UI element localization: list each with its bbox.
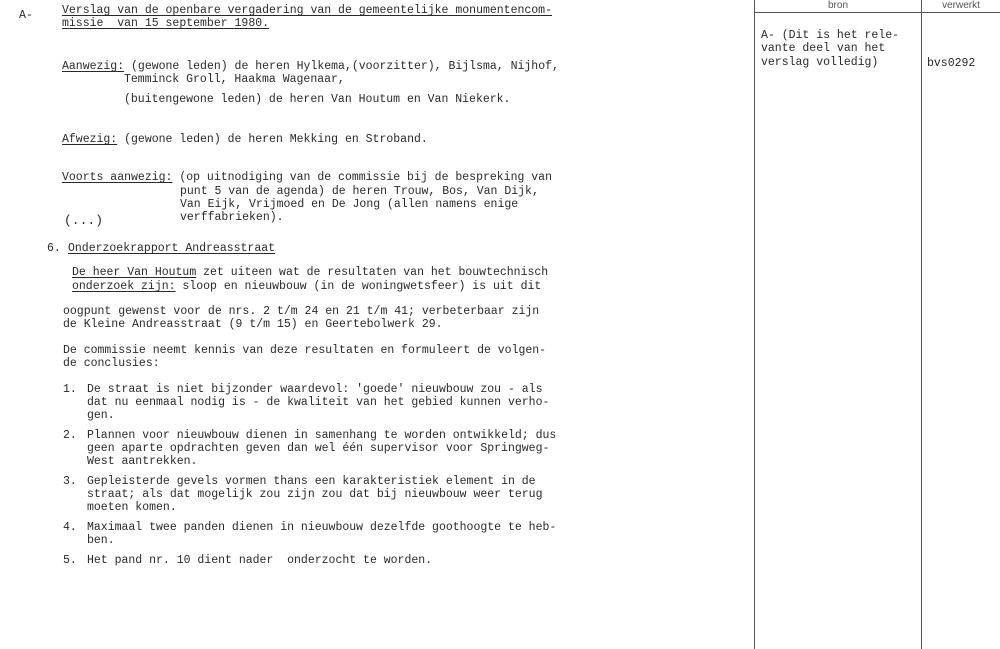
title-line-1: Verslag van de openbare vergadering van de gemeentelijke monumentencom- xyxy=(62,4,552,17)
section-6-number: 6. xyxy=(47,242,61,255)
title-line-2: missie van 15 september 1980. xyxy=(62,17,270,30)
conclusion-2-num: 2. xyxy=(63,429,77,442)
conclusion-2-line-3: West aantrekken. xyxy=(87,455,198,468)
para1-line-2 xyxy=(72,280,541,294)
aanwezig-line-1 xyxy=(62,60,559,74)
voorts-line-4: verffabrieken). xyxy=(180,211,284,224)
conclusion-1-line-1: De straat is niet bijzonder waardevol: 'goede' nieuwbouw zou - als xyxy=(87,383,543,396)
para2-line-2: de conclusies: xyxy=(63,357,160,370)
voorts-label: Voorts aanwezig: xyxy=(62,171,173,184)
conclusion-5-line-1: Het pand nr. 10 dient nader onderzocht te worden. xyxy=(87,554,433,567)
header-verwerkt: verwerkt xyxy=(922,0,1000,13)
conclusion-1-num: 1. xyxy=(63,383,77,396)
ellipsis: (...) xyxy=(64,213,104,228)
conclusion-3-line-1: Gepleisterde gevels vormen thans een karakteristiek element in de xyxy=(87,475,536,488)
conclusion-2-line-2: geen aparte opdrachten geven dan wel één supervisor voor Springweg- xyxy=(87,442,550,455)
section-6-heading: Onderzoekrapport Andreasstraat xyxy=(68,242,276,255)
column-divider-left xyxy=(754,0,755,649)
voorts-text-1: (op uitnodiging van de commissie bij de bespreking van xyxy=(172,171,552,184)
para2-line-1: De commissie neemt kennis van deze resultaten en formuleert de volgen- xyxy=(63,344,547,357)
bron-note-line-1: A- (Dit is het rele- xyxy=(761,29,900,42)
aanwezig-text-1: (gewone leden) de heren Hylkema,(voorzitter), Bijlsma, Nijhof, xyxy=(124,60,559,73)
voorts-line-1 xyxy=(62,171,552,185)
afwezig-line xyxy=(62,133,428,147)
column-divider-right xyxy=(921,0,922,649)
bron-note-line-3: verslag volledig) xyxy=(761,56,879,69)
conclusion-4-line-2: ben. xyxy=(87,534,115,547)
conclusion-5-num: 5. xyxy=(63,554,77,567)
aanwezig-label: Aanwezig: xyxy=(62,60,125,73)
speaker-name: De heer Van Houtum xyxy=(72,266,197,279)
conclusion-4-line-1: Maximaal twee panden dienen in nieuwbouw dezelfde goothoogte te heb- xyxy=(87,521,557,534)
conclusion-4-num: 4. xyxy=(63,521,77,534)
conclusion-1-line-2: dat nu eenmaal nodig is - de kwaliteit van het gebied kunnen verho- xyxy=(87,396,550,409)
afwezig-text: (gewone leden) de heren Mekking en Stroband. xyxy=(117,133,428,146)
conclusion-3-line-3: moeten komen. xyxy=(87,501,177,514)
conclusion-1-line-3: gen. xyxy=(87,409,115,422)
aanwezig-line-3: (buitengewone leden) de heren Van Houtum en Van Niekerk. xyxy=(124,93,511,106)
verwerkt-code: bvs0292 xyxy=(927,57,976,70)
voorts-line-2: punt 5 van de agenda) de heren Trouw, Bos, Van Dijk, xyxy=(180,185,539,198)
para1-line-1 xyxy=(72,266,548,280)
para1-line-4: de Kleine Andreasstraat (9 t/m 15) en Geertebolwerk 29. xyxy=(63,318,443,331)
para1-text-1: zet uiteen wat de resultaten van het bouwtechnisch xyxy=(196,266,549,279)
margin-marker: A- xyxy=(19,9,33,22)
afwezig-label: Afwezig: xyxy=(62,133,118,146)
conclusion-2-line-1: Plannen voor nieuwbouw dienen in samenhang te worden ontwikkeld; dus xyxy=(87,429,557,442)
voorts-line-3: Van Eijk, Vrijmoed en De Jong (allen namens enige xyxy=(180,198,519,211)
bron-note-line-2: vante deel van het xyxy=(761,42,886,55)
para1-underlined: onderzoek zijn: xyxy=(72,280,176,293)
aanwezig-line-2: Temminck Groll, Haakma Wagenaar, xyxy=(124,73,345,86)
conclusion-3-num: 3. xyxy=(63,475,77,488)
header-bron: bron xyxy=(755,0,921,13)
para1-line-3: oogpunt gewenst voor de nrs. 2 t/m 24 en 21 t/m 41; verbeterbaar zijn xyxy=(63,305,540,318)
conclusion-3-line-2: straat; als dat mogelijk zou zijn zou dat bij nieuwbouw weer terug xyxy=(87,488,543,501)
para1-text-2: sloop en nieuwbouw (in de woningwetsfeer) is uit dit xyxy=(175,280,542,293)
